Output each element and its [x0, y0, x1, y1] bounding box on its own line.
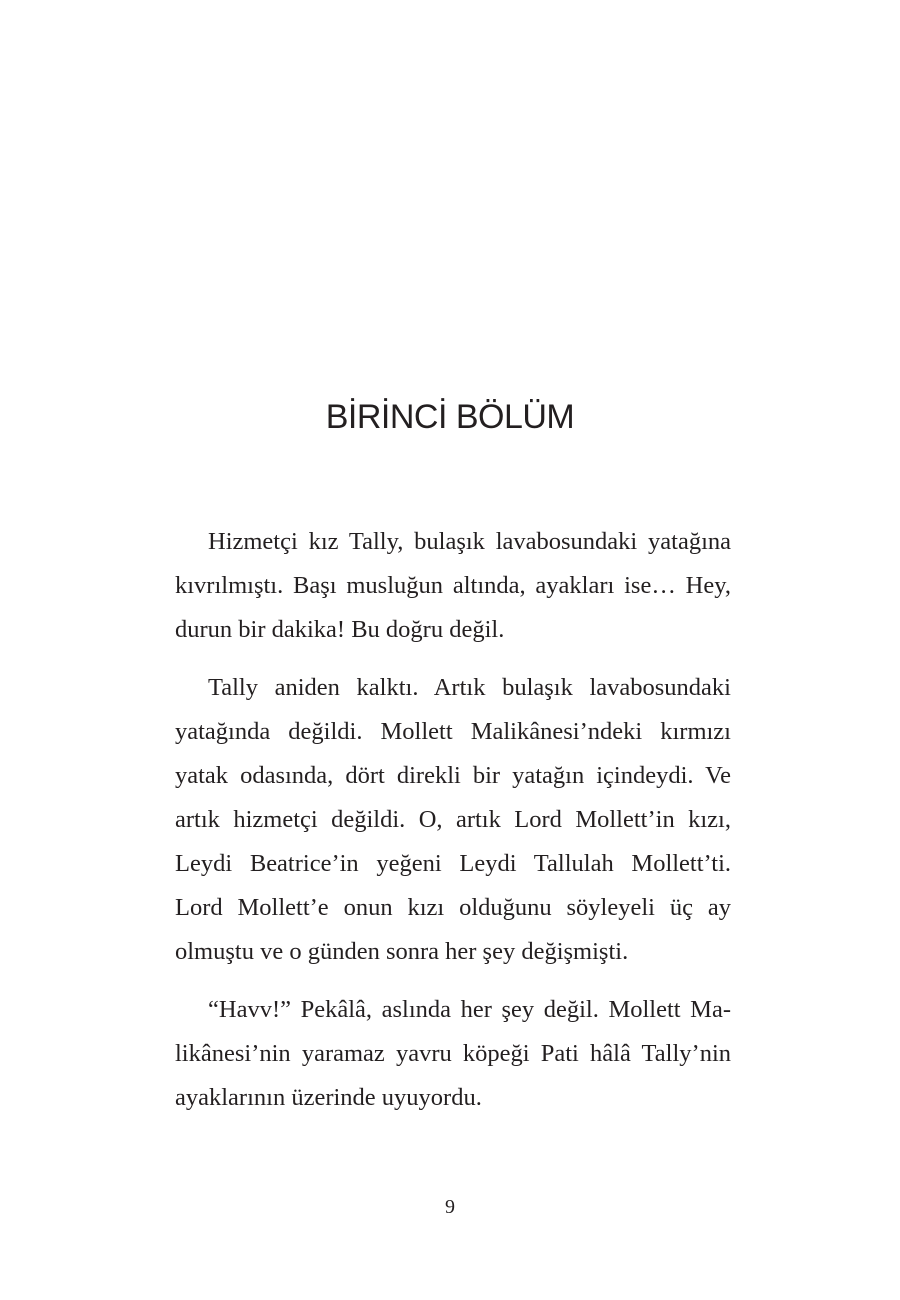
text-line: kıvrılmıştı. Başı musluğun altında, ayakları ise… Hey,: [175, 572, 731, 599]
paragraph-3: [175, 988, 731, 1120]
text-line: yatağında değildi. Mollett Malikânesi’ndeki kırmızı: [175, 718, 731, 745]
text-line: “Havv!” Pekâlâ, aslında her şey değil. Mollett Ma-: [208, 996, 731, 1023]
text-line: likânesi’nin yaramaz yavru köpeği Pati hâlâ Tally’nin: [175, 1040, 731, 1067]
text-line: artık hizmetçi değildi. O, artık Lord Mollett’in kızı,: [175, 806, 731, 833]
chapter-body: [175, 520, 731, 1134]
text-line: yatak odasında, dört direkli bir yatağın içindeydi. Ve: [175, 762, 731, 789]
text-line: olmuştu ve o günden sonra her şey değişmişti.: [175, 938, 629, 965]
text-line: Lord Mollett’e onun kızı olduğunu söyleyeli üç ay: [175, 894, 731, 921]
text-line: ayaklarının üzerinde uyuyordu.: [175, 1084, 482, 1111]
text-line: Hizmetçi kız Tally, bulaşık lavabosundaki yatağına: [208, 528, 731, 555]
paragraph-2: [175, 666, 731, 974]
text-line: Tally aniden kalktı. Artık bulaşık lavabosundaki: [208, 674, 731, 701]
chapter-title: BİRİNCİ BÖLÜM: [325, 398, 575, 436]
paragraph-1: [175, 520, 731, 652]
text-line: durun bir dakika! Bu doğru değil.: [175, 616, 505, 643]
text-line: Leydi Beatrice’in yeğeni Leydi Tallulah Mollett’ti.: [175, 850, 731, 877]
page-number: 9: [445, 1196, 455, 1218]
